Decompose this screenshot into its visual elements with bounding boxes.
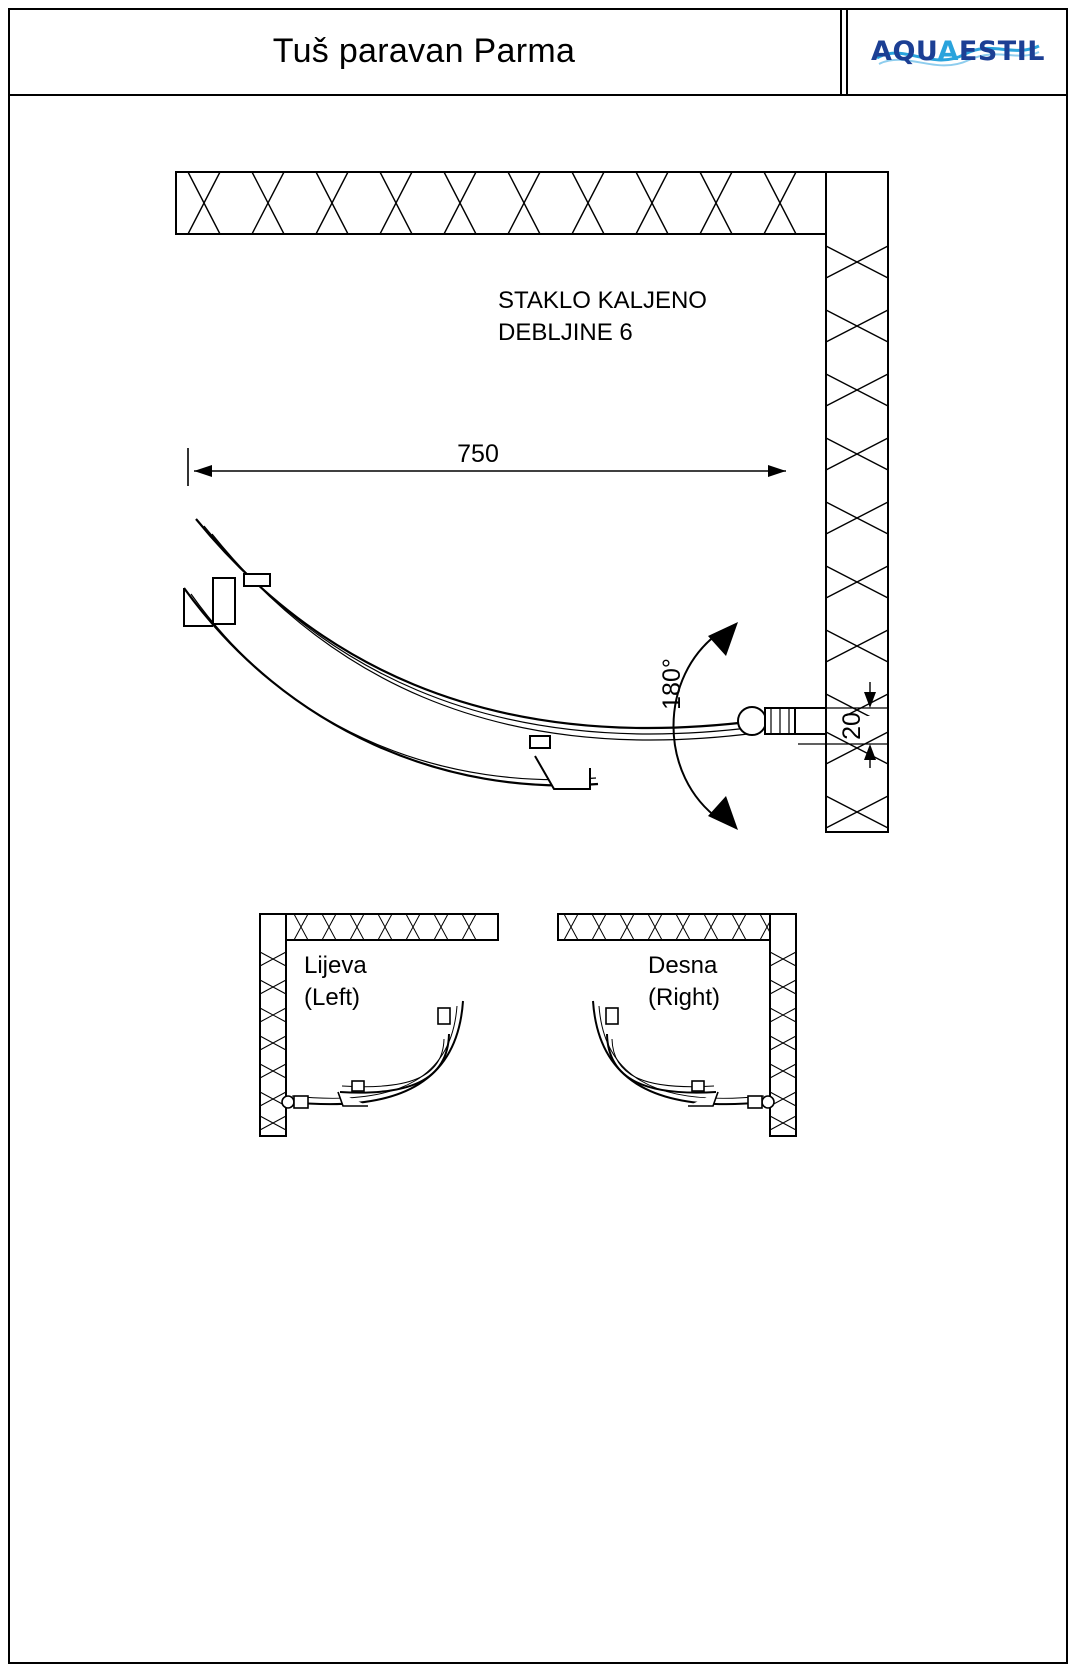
handle-detail-left xyxy=(184,574,270,626)
logo-cell xyxy=(848,8,1068,94)
width-dimension-label: 750 xyxy=(457,440,499,468)
variant-left xyxy=(260,914,498,1136)
technical-drawing xyxy=(8,96,1068,1664)
glass-note-line2: DEBLJINE 6 xyxy=(498,319,633,346)
wall-top xyxy=(176,172,826,234)
variant-right-name: Desna xyxy=(648,952,718,979)
variant-right-translation: (Right) xyxy=(648,984,721,1011)
logo-wordmark-text: AQUAESTIL xyxy=(871,35,1045,67)
swing-arrow-up xyxy=(708,622,738,656)
logo-wordmark xyxy=(871,36,1045,67)
plan-view-svg xyxy=(8,96,1068,1664)
title-block xyxy=(8,8,1068,96)
variant-left-translation: (Left) xyxy=(304,984,361,1011)
width-dimension xyxy=(188,440,786,486)
swing-arrow-down xyxy=(708,796,738,830)
swing-angle-label: 180° xyxy=(658,658,686,710)
glass-note-line1: STAKLO KALJENO xyxy=(498,287,707,314)
aquaestil-logo xyxy=(873,28,1043,74)
title-divider xyxy=(840,8,848,94)
wall-offset-label: 20 xyxy=(838,712,866,740)
wall-hinge xyxy=(738,707,826,735)
handle-detail-bottom xyxy=(530,736,590,789)
variant-right xyxy=(558,914,796,1136)
variant-left-name: Lijeva xyxy=(304,952,367,979)
curved-glass-panel xyxy=(184,519,756,785)
page-title: Tuš paravan Parma xyxy=(272,31,576,70)
